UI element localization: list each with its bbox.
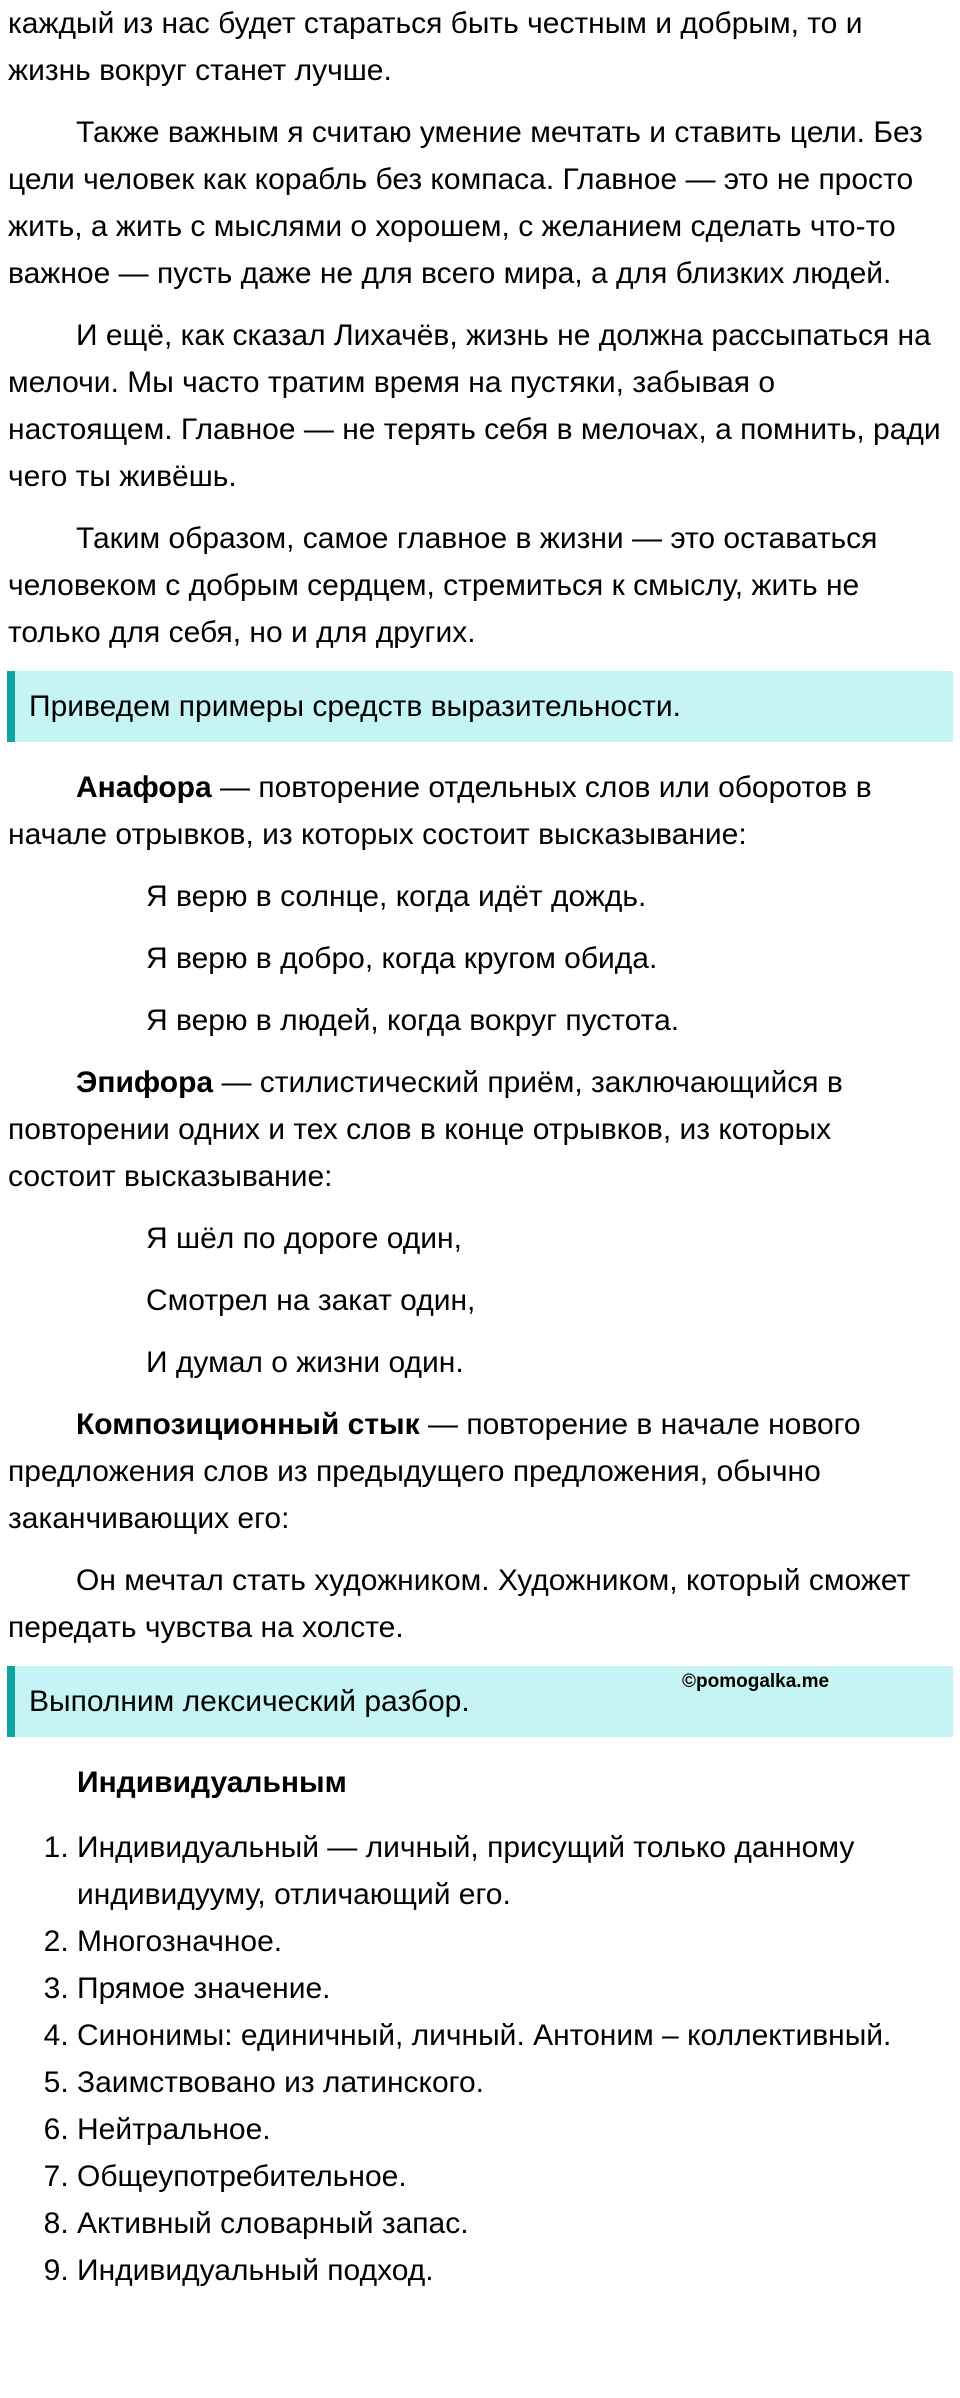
section-banner-lexical-analysis: Выполним лексический разбор. (7, 1666, 953, 1737)
anaphora-line: Я верю в солнце, когда идёт дождь. (146, 880, 647, 913)
list-item: 1. Индивидуальный — личный, присущий только данному индивидууму, отличающий его. (77, 1824, 960, 1918)
epiphora-line: Смотрел на закат один, (146, 1284, 476, 1317)
list-item: 3. Прямое значение. (77, 1965, 960, 2012)
anadiplosis-term: Композиционный стык (76, 1408, 420, 1441)
epiphora-line: И думал о жизни один. (146, 1346, 464, 1379)
anaphora-definition (0, 764, 960, 858)
lexical-analysis-list (0, 1824, 960, 2294)
epiphora-definition-text: — стилистический приём, заключающийся в повторении одних и тех слов в конце отрывков, из которых состоит высказывание: (8, 1066, 843, 1193)
list-item: 4. Синонимы: единичный, личный. Антоним – коллективный. (77, 2012, 960, 2059)
watermark: ©pomogalka.me (682, 1671, 830, 1692)
paragraph-continuation: каждый из нас будет стараться быть честным и добрым, то и жизнь вокруг станет лучше. (8, 7, 863, 87)
paragraph-conclusion: Таким образом, самое главное в жизни — это оставаться человеком с добрым сердцем, стремиться к смыслу, жить не только для себя, но и для других. (8, 522, 878, 649)
anadiplosis-example: Он мечтал стать художником. Художником, который сможет передать чувства на холсте. (8, 1564, 911, 1644)
list-item: 8. Активный словарный запас. (77, 2200, 960, 2247)
anaphora-line: Я верю в добро, когда кругом обида. (146, 942, 658, 975)
anaphora-line: Я верю в людей, когда вокруг пустота. (146, 1004, 680, 1037)
anaphora-definition-text: — повторение отдельных слов или оборотов в начале отрывков, из которых состоит высказывание: (8, 771, 872, 851)
paragraph-likhachev: И ещё, как сказал Лихачёв, жизнь не должна рассыпаться на мелочи. Мы часто тратим время на пустяки, забывая о настоящем. Главное — не терять себя в мелочах, а помнить, ради чего ты живёшь. (8, 319, 941, 493)
paragraph-goals: Также важным я считаю умение мечтать и ставить цели. Без цели человек как корабль без компаса. Главное — это не просто жить, а жить с мыслями о хорошем, с желанием сделать что-то важное — пусть даже не для всего мира, а для близких людей. (8, 116, 923, 290)
list-item: 2. Многозначное. (77, 1918, 960, 1965)
anadiplosis-definition (0, 1401, 960, 1542)
epiphora-line: Я шёл по дороге один, (146, 1222, 462, 1255)
list-item: 5. Заимствовано из латинского. (77, 2059, 960, 2106)
epiphora-term: Эпифора (76, 1066, 214, 1099)
list-item: 6. Нейтральное. (77, 2106, 960, 2153)
anadiplosis-definition-text: — повторение в начале нового предложения слов из предыдущего предложения, обычно заканчивающих его: (8, 1408, 861, 1535)
list-item: 9. Индивидуальный подход. (77, 2247, 960, 2294)
list-item: 7. Общеупотребительное. (77, 2153, 960, 2200)
anaphora-term: Анафора (76, 771, 212, 804)
epiphora-definition (0, 1059, 960, 1200)
section-banner-expressive-means: Приведем примеры средств выразительности. (7, 671, 953, 742)
analyzed-word: Индивидуальным (77, 1766, 347, 1799)
